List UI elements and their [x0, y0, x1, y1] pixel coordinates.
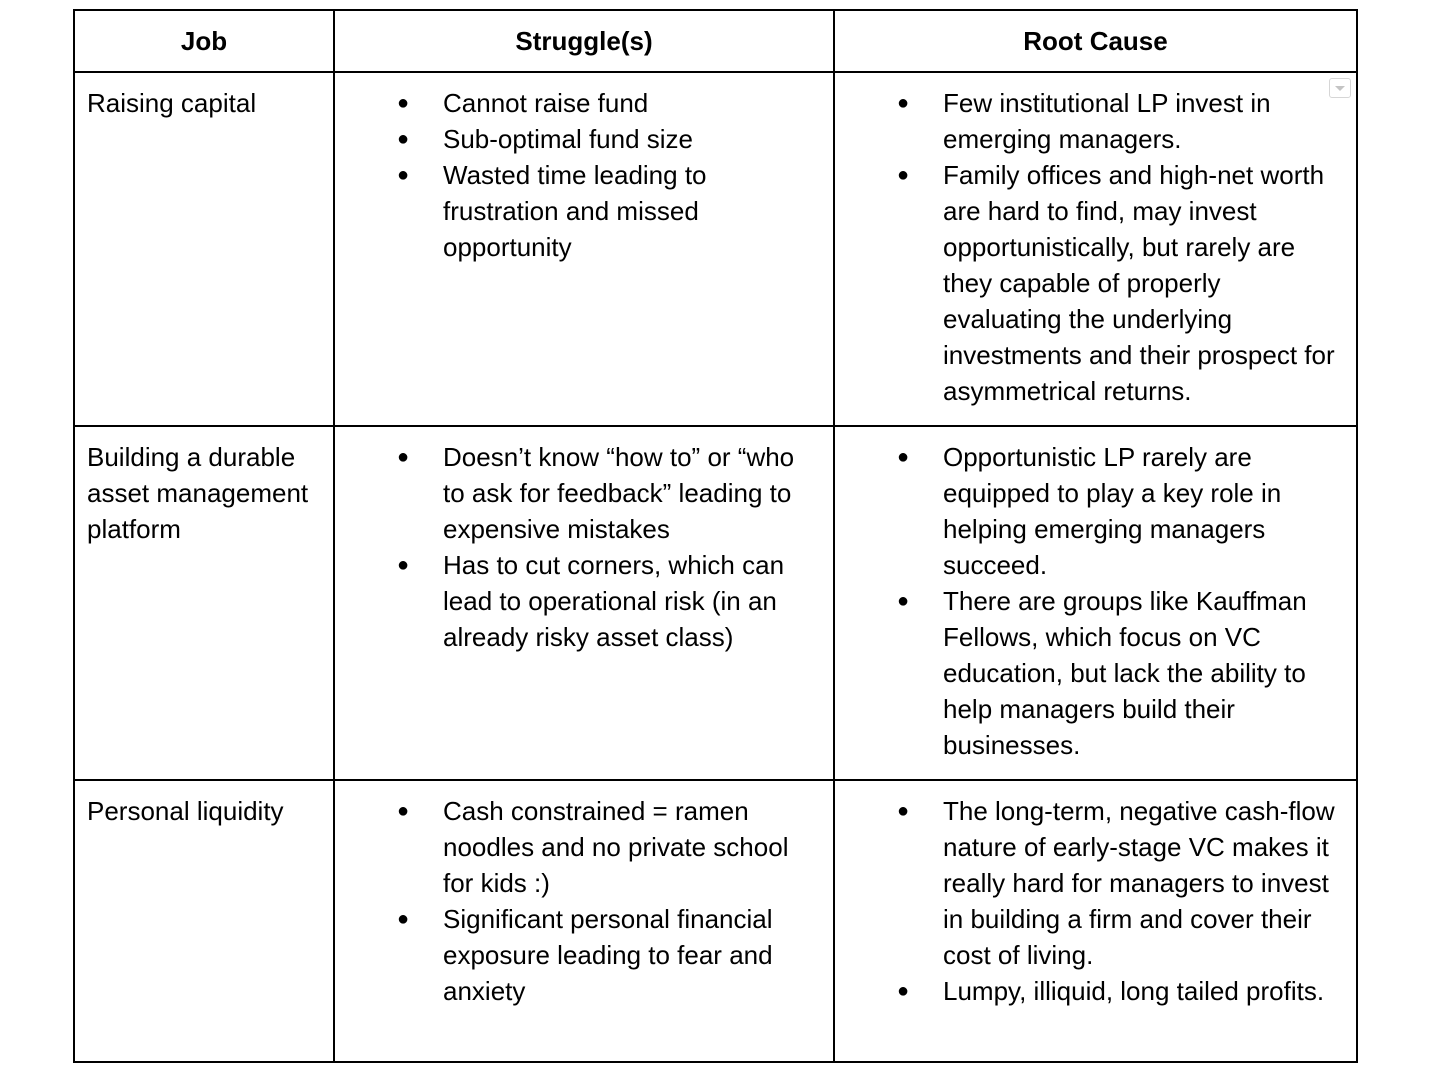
- table-row: [74, 72, 1357, 426]
- list-item: ● Lumpy, illiquid, long tailed profits.: [847, 973, 1344, 1009]
- struggles-list: [347, 85, 821, 265]
- root-cause-cell[interactable]: [834, 72, 1357, 426]
- job-text: Building a durable asset management platform: [87, 442, 309, 544]
- struggles-list: [347, 439, 821, 655]
- list-item: ● Opportunistic LP rarely are equipped to play a key role in helping emerging managers succeed.: [847, 439, 1344, 583]
- root-cause-list: [847, 793, 1344, 1009]
- list-item: ● Has to cut corners, which can lead to operational risk (in an already risky asset class): [347, 547, 821, 655]
- table-row: [74, 780, 1357, 1062]
- root-cause-list: [847, 85, 1344, 409]
- header-root-cause: Root Cause: [834, 10, 1357, 72]
- job-text: Personal liquidity: [87, 796, 284, 826]
- struggles-cell[interactable]: [334, 72, 834, 426]
- header-struggles: Struggle(s): [334, 10, 834, 72]
- list-item: ● Family offices and high-net worth are hard to find, may invest opportunistically, but rarely are they capable of properly evaluating the underlying investments and their prospect for asymmetrical returns.: [847, 157, 1344, 409]
- list-item: ● The long-term, negative cash-flow nature of early-stage VC makes it really hard for managers to invest in building a firm and cover their cost of living.: [847, 793, 1344, 973]
- job-cell[interactable]: [74, 426, 334, 780]
- list-item: ● Cash constrained = ramen noodles and no private school for kids :): [347, 793, 821, 901]
- struggles-list: [347, 793, 821, 1009]
- job-cell[interactable]: [74, 72, 334, 426]
- struggles-cell[interactable]: [334, 426, 834, 780]
- struggles-cell[interactable]: [334, 780, 834, 1062]
- job-cell[interactable]: [74, 780, 334, 1062]
- header-job: Job: [74, 10, 334, 72]
- job-text: Raising capital: [87, 88, 257, 118]
- root-cause-cell[interactable]: [834, 780, 1357, 1062]
- table-row: [74, 426, 1357, 780]
- list-item: ● Cannot raise fund: [347, 85, 821, 121]
- table-header-row: [74, 10, 1357, 72]
- list-item: ● Sub-optimal fund size: [347, 121, 821, 157]
- list-item: ● Doesn’t know “how to” or “who to ask for feedback” leading to expensive mistakes: [347, 439, 821, 547]
- list-item: ● There are groups like Kauffman Fellows, which focus on VC education, but lack the ability to help managers build their businesses.: [847, 583, 1344, 763]
- root-cause-cell[interactable]: [834, 426, 1357, 780]
- list-item: ● Significant personal financial exposure leading to fear and anxiety: [347, 901, 821, 1009]
- jobs-struggles-table: [73, 9, 1358, 1063]
- list-item: ● Few institutional LP invest in emerging managers.: [847, 85, 1344, 157]
- list-item: ● Wasted time leading to frustration and missed opportunity: [347, 157, 821, 265]
- root-cause-list: [847, 439, 1344, 763]
